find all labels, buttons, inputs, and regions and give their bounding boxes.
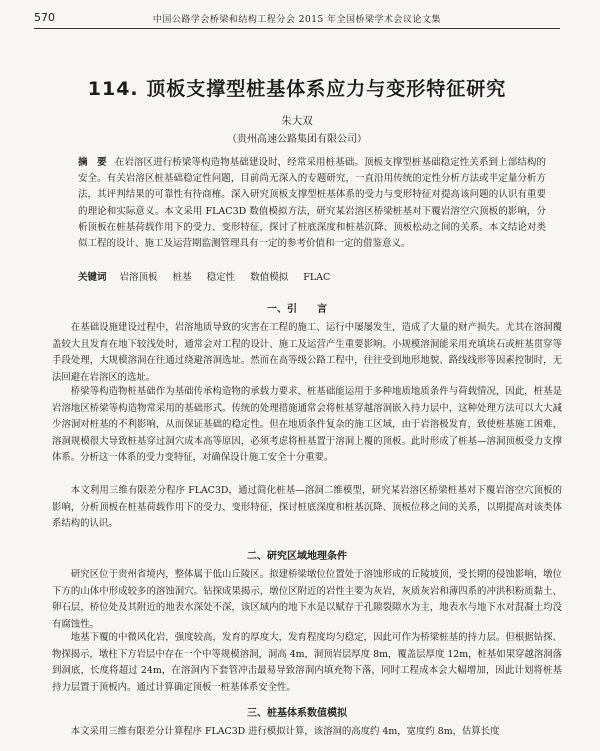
keywords-label: 关键词 — [78, 272, 107, 283]
keyword-item: 岩溶顶板 — [119, 272, 158, 283]
section-heading-model: 三、桩基体系数值模拟 — [247, 708, 347, 719]
body-paragraph: 本文采用三维有限差分计算程序 FLAC3D 进行模拟计算，该溶洞的高度约 4m，宽度约 8m，估算长度 — [70, 726, 500, 737]
page-number: 570 — [34, 11, 55, 24]
keywords-line — [78, 269, 546, 283]
abstract-label: 摘 要 — [78, 157, 107, 168]
keyword-item: FLAC — [303, 272, 331, 283]
keyword-item: 稳定性 — [206, 272, 236, 283]
body-paragraph: 桥梁等构造物桩基础作为基础传承构造物的承载力要求，桩基础能运用于多种地质地质条件与荷载情况，因此，桩基是岩溶地区桥梁等构造物常采用的基础形式。传统的处理措施通常会将桩基穿越溶洞嵌入持力层中，这种处理方法可以大大减少溶洞对桩基的不利影响，从而保证基础的稳定性。但在地质条件复杂的施工区域，由于岩溶极发育，致使桩基施工困难，溶洞规模很大导致桩基穿过洞穴成本高等原因，必须考虑将桩基置于溶洞上覆的顶板。此时形成了桩基—溶洞顶板受力支撑体系。分析这一体系的受力变特征，对确保设计施工安全十分重要。 — [52, 386, 562, 464]
abstract-block — [78, 155, 546, 252]
body-paragraph: 地基下覆的中微风化岩，强度较高，发育的厚度大，发育程度均匀稳定，因此可作为桥梁桩基的持力层。但根据钻探、物探揭示，墩柱下方岩层中存在一个中等规模溶洞，洞高 4m，洞顶岩层厚度 8m，覆盖层厚度 12m，桩基如果穿越溶洞落到洞底，长度将超过 24m，在溶洞内下套管冲击最易导致溶洞内填充物下落，同时工程成本会大幅增加，因此计划将桩基持力层置于顶板内。通过计算确定顶板一桩基体系安全性。 — [52, 632, 562, 693]
running-header — [34, 10, 560, 29]
body-paragraph: 本文利用三维有限差分程序 FLAC3D，通过简化桩基—溶洞二维模型，研究某岩溶区桥梁桩基对下覆岩溶空穴顶板的影响，分析顶板在桩基荷载作用下的受力、变形特征，探讨桩底深度和桩基沉降、顶板位移之间的关系，以期提高对该类体系结构的认识。 — [52, 485, 562, 530]
keyword-item: 数值模拟 — [250, 272, 289, 283]
author-affiliation: （贵州高速公路集团有限公司） — [227, 134, 367, 145]
body-paragraph: 研究区位于贵州省境内，整体属于低山丘陵区。拟建桥梁墩位位置处于溶蚀形成的丘陵坡顶，受长期的侵蚀影响，墩位下方的山体中形成较多的溶蚀洞穴。钻探成果揭示，墩位区附近的岩性主要为灰岩，灰质灰岩和薄四系的冲洪积粉质黏土、卵石层，桥位处及其附近的地表水深处不深，该区域内的地下水是以赋存于孔隙裂隙水为主，地表水与地下水对混凝土均没有腐蚀性。 — [52, 569, 562, 630]
keyword-item: 桩基 — [172, 272, 192, 283]
running-title: 中国公路学会桥梁和结构工程分会 2015 年全国桥梁学术会议论文集 — [152, 15, 442, 25]
abstract-text: 在岩溶区进行桥梁等构造物基础建设时，经常采用桩基础。顶板支撑型桩基础稳定性关系到上部结构的安全。有关岩溶区桩基础稳定性问题，目前尚无深入的专题研究，一直沿用传统的定性分析方法或半定量分析方法，其评判结果的可靠性有待商榷。深入研究顶板支撑型桩基体系的受力与变形特征对提高该问题的认识有重要的理论和实际意义。本文采用 FLAC3D 数值模拟方法，研究某岩溶区桥梁桩基对下覆岩溶空穴顶板的影响，分析顶板在桩基荷载作用下的受力、变形特征，探讨了桩底深度和桩基沉降、顶板松动之间的关系。本文结论对类似工程的设计、施工及运营期监测管理具有一定的参考价值和一定的借鉴意义。 — [78, 157, 546, 250]
body-paragraph: 在基础设施建设过程中，岩溶地质导致的灾害在工程的施工、运行中屡屡发生，造成了大量的财产损失。尤其在溶洞覆盖较大且发育在地下较浅处时，通常会对工程的设计、施工及运营产生重要影响。小规模溶洞能采用充填块石或桩基贯穿等手段处理，大规模溶洞在往通过绕避溶洞选址。然而在高等级公路工程中，往往受到地形地貌、路线线形等因素控制时，无法回避在岩溶区的选址。 — [52, 322, 562, 383]
section-heading-intro: 一、引 言 — [267, 304, 327, 315]
author-name: 朱大双 — [281, 115, 313, 127]
paper-title: 114. 顶板支撑型桩基体系应力与变形特征研究 — [87, 78, 507, 100]
section-heading-geology: 二、研究区域地理条件 — [247, 551, 347, 562]
